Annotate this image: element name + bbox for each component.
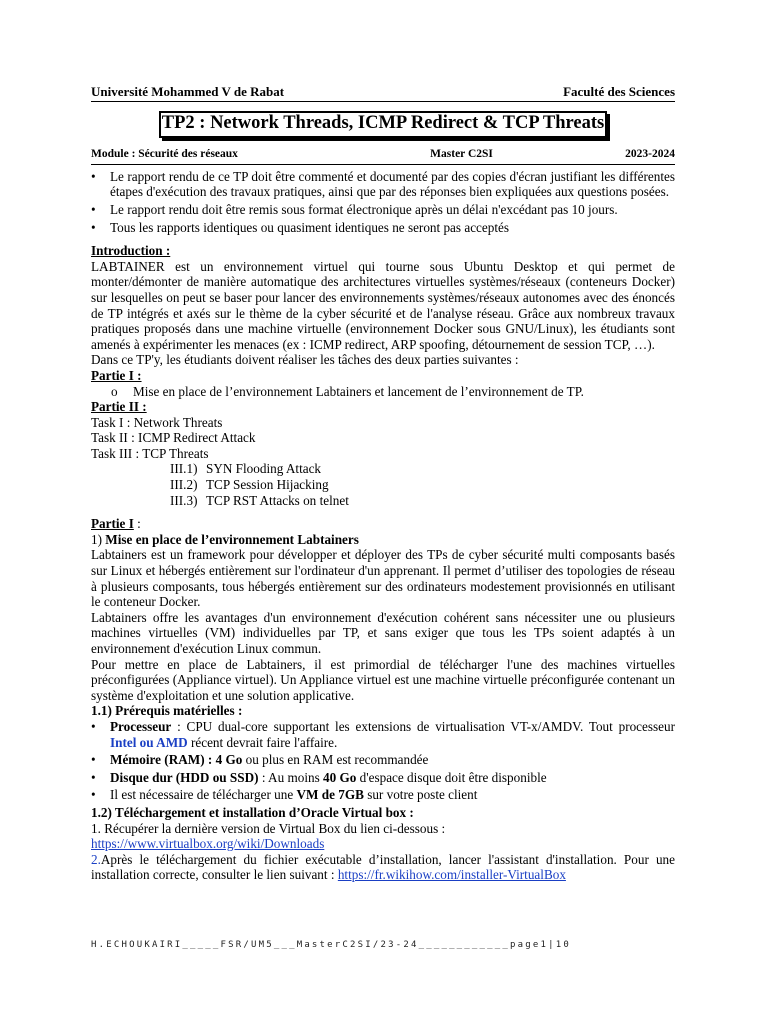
task-line: Task III : TCP Threats — [91, 445, 209, 461]
bullet-icon: • — [91, 769, 96, 785]
subtask-line: III.3) TCP RST Attacks on telnet — [170, 492, 349, 508]
bullet-icon: • — [91, 787, 96, 803]
requirements-list — [91, 719, 675, 803]
task-line: Task II : ICMP Redirect Attack — [91, 430, 256, 446]
subtask-line: III.1) SYN Flooding Attack — [170, 461, 322, 477]
introduction-tasks-line: Dans ce TP'y, les étudiants doivent réaliser les tâches des deux parties suivantes : — [91, 352, 519, 368]
partie1-heading-row: Partie I : — [91, 516, 141, 532]
list-item: • Processeur : CPU dual-core supportant les extensions de virtualisation VT-x/AMDV. Tout processeur Intel ou AMD récent devrait faire l'affaire. — [91, 718, 675, 750]
step-2: 2.Après le téléchargement du fichier exécutable d’installation, lancer l'assistant d'installation. Pour une installation correcte, consulter le lien suivant : https://fr.wikihow.com/installer-VirtualBox — [91, 851, 675, 883]
bullet-icon: • — [91, 219, 96, 235]
list-item: • Le rapport rendu de ce TP doit être commenté et documenté par des copies d'écran justifiant les différentes étapes d'exécution des travaux pratiques, ainsi que par des réponses bien expliquées aux questions posées. — [91, 168, 675, 200]
partie1-outline-item: o Mise en place de l’environnement Labtainers et lancement de l’environnement de TP. — [111, 383, 584, 399]
module-label: Module : Sécurité des réseaux — [91, 148, 238, 161]
bullet-icon: • — [91, 201, 96, 217]
module-row — [91, 147, 675, 165]
list-item: • Mémoire (RAM) : 4 Go ou plus en RAM est recommandée — [91, 752, 429, 768]
master-label: Master C2SI — [430, 148, 493, 161]
list-item: • Disque dur (HDD ou SSD) : Au moins 40 Go d'espace disque doit être disponible — [91, 769, 547, 785]
labtainers-paragraph-1: Labtainers est un framework pour développer et déployer des TPs de cyber sécurité multi composants basés sur Linux et hébergés entièrement sur l'ordinateur d'un apprenant. Il permet d’utiliser des topologies de réseau à plusieurs composants, tous hébergés entièrement sur des ordinateurs modestement provisionnés en utilisant le conteneur Docker. — [91, 547, 675, 610]
university-name: Université Mohammed V de Rabat — [91, 84, 285, 99]
instructions-list — [91, 169, 675, 235]
labtainers-paragraph-3: Pour mettre en place de Labtainers, il est primordial de télécharger l'une des machines virtuelles préconfigurées (Appliance virtuel). Un Appliance virtuel est une machine virtuelle préconfigurée contenant un système d'exploitation et une solution applicative. — [91, 656, 675, 703]
partie2-outline-heading: Partie II : — [91, 399, 147, 415]
partie1-outline-heading: Partie I : — [91, 367, 142, 383]
document-page — [91, 84, 675, 883]
task-line: Task I : Network Threats — [91, 414, 223, 430]
step-1: 1. Récupérer la dernière version de Virtual Box du lien ci-dessous : — [91, 820, 446, 836]
faculty-name: Faculté des Sciences — [563, 84, 675, 99]
labtainers-paragraph-2: Labtainers offre les avantages d'un environnement d'exécution cohérent sans nécessiter une ou plusieurs machines virtuelles (VM) individuelles par TP, et sans exiger que tous les TPs soient adaptés à un environnement d'exécution Linux commun. — [91, 609, 675, 656]
list-item: • Il est nécessaire de télécharger une VM de 7GB sur votre poste client — [91, 787, 478, 803]
header-row — [91, 84, 675, 102]
list-item: • Le rapport rendu doit être remis sous format électronique après un délai n'excédant pas 10 jours. — [91, 201, 618, 217]
list-item: • Tous les rapports identiques ou quasiment identiques ne seront pas acceptés — [91, 219, 509, 235]
virtualbox-download-link[interactable]: https://www.virtualbox.org/wiki/Downloads — [91, 836, 325, 852]
introduction-paragraph: LABTAINER est un environnement virtuel qui tourne sous Ubuntu Desktop et qui permet de monter/démonter de manière automatique des architectures virtuelles systèmes/réseaux (conteneurs Docker) sur lesquelles on peut se baser pour lancer des environnements systèmes/réseaux autonomes avec des énoncés de TP intégrés et axés sur le thème de la cyber sécurité et de l'analyse réseau. Grâce aux nombreux travaux pratiques proposés dans une machine virtuelle (environnement Docker sous GNU/Linux), les étudiants sont amenés à expérimenter les menaces (ex : ICMP redirect, ARP spoofing, détournement de session TCP, …). — [91, 258, 675, 352]
bullet-icon: • — [91, 752, 96, 768]
partie1-heading: Partie I — [91, 516, 134, 532]
section-1-1-title: 1.1) Prérequis matérielles : — [91, 703, 243, 719]
year-label: 2023-2024 — [625, 148, 675, 161]
subtask-line: III.2) TCP Session Hijacking — [170, 477, 329, 493]
document-title: TP2 : Network Threads, ICMP Redirect & TCP Threats — [159, 111, 607, 139]
section-1-2-title: 1.2) Téléchargement et installation d’Oracle Virtual box : — [91, 804, 414, 820]
wikihow-link[interactable]: https://fr.wikihow.com/installer-VirtualBox — [337, 867, 566, 883]
bullet-icon: • — [91, 718, 96, 734]
introduction-heading: Introduction : — [91, 243, 171, 259]
bullet-icon: • — [91, 168, 96, 184]
page-footer: H.ECHOUKAIRI_____FSR/UM5___MasterC2SI/23-24____________page1|10 — [91, 940, 571, 950]
circle-bullet-icon: o — [111, 383, 118, 399]
section-1-title: 1) Mise en place de l’environnement Labtainers — [91, 531, 359, 547]
